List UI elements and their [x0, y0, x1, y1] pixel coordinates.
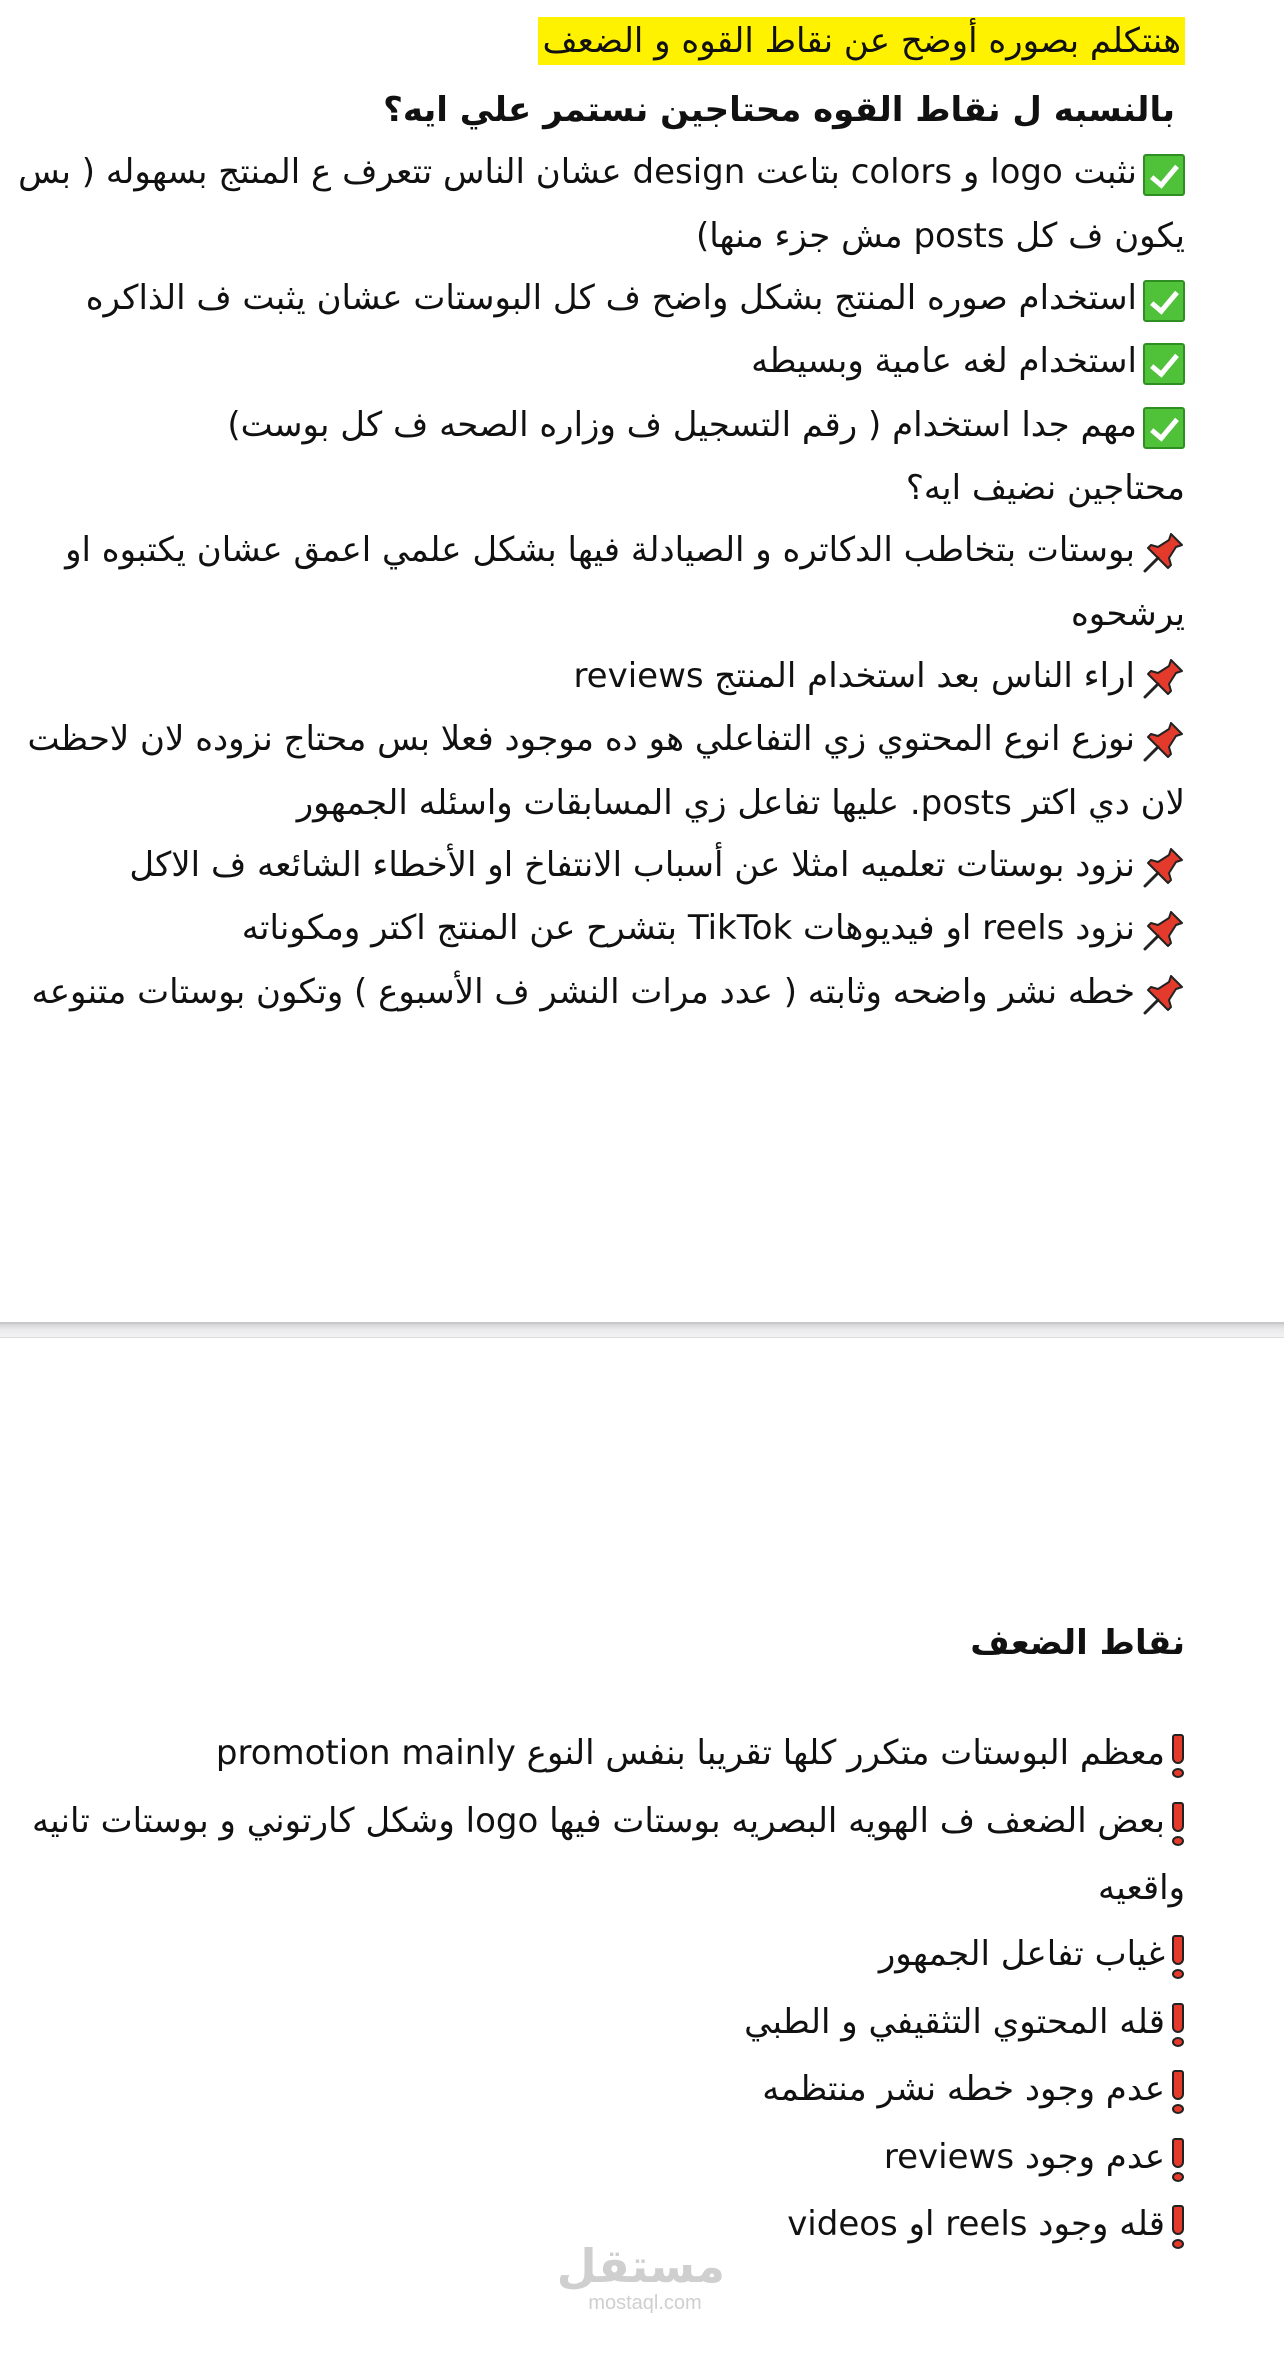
- weakness-item: غياب تفاعل الجمهور: [14, 1921, 1185, 1989]
- add-item: اراء الناس بعد استخدام المنتج reviews: [14, 645, 1185, 709]
- exclamation-mark-icon: [1171, 2070, 1185, 2114]
- check-mark-button-icon: [1143, 407, 1185, 449]
- keep-item: استخدام لغه عامية وبسيطه: [14, 330, 1185, 394]
- weakness-item: قله المحتوي التثقيفي و الطبي: [14, 1989, 1185, 2057]
- exclamation-mark-icon: [1171, 1734, 1185, 1778]
- keep-item: نثبت logo و colors بتاعت design عشان الناس تتعرف ع المنتج بسهوله ( بس يكون ف كل posts مش جزء منها): [18, 152, 1185, 256]
- weaknesses-section: [14, 1610, 1185, 2259]
- weakness-item: بعض الضعف ف الهويه البصريه بوستات فيها logo وشكل كارتوني و بوستات تانيه واقعيه: [32, 1800, 1185, 1908]
- pushpin-icon: [1141, 909, 1185, 953]
- exclamation-mark-icon: [1171, 2205, 1185, 2249]
- pushpin-icon: [1141, 657, 1185, 701]
- pushpin-icon: [1141, 846, 1185, 890]
- weakness-item: قله وجود reels او videos: [14, 2191, 1185, 2259]
- pushpin-icon: [1141, 720, 1185, 764]
- keep-item: استخدام صوره المنتج بشكل واضح ف كل البوستات عشان يثبت ف الذاكره: [14, 267, 1185, 331]
- keep-heading: بالنسبه ل نقاط القوه محتاجين نستمر علي ايه؟: [383, 90, 1175, 130]
- pushpin-icon: [1141, 973, 1185, 1017]
- add-item: خطه نشر واضحه وثابته ( عدد مرات النشر ف الأسبوع ) وتكون بوستات متنوعه: [14, 961, 1185, 1025]
- document-page-2: [0, 1338, 1284, 2355]
- watermark-latin: mostaql.com: [588, 2292, 702, 2314]
- page-separator: [0, 1322, 1284, 1338]
- page-title: هنتكلم بصوره أوضح عن نقاط القوه و الضعف: [538, 17, 1185, 65]
- add-heading: محتاجين نضيف ايه؟: [905, 468, 1185, 508]
- add-item: نزود reels او فيديوهات TikTok بتشرح عن المنتج اكتر ومكوناته: [14, 897, 1185, 961]
- pushpin-icon: [1141, 531, 1185, 575]
- mostaql-watermark: [556, 2239, 725, 2314]
- check-mark-button-icon: [1143, 154, 1185, 196]
- exclamation-mark-icon: [1171, 2003, 1185, 2047]
- weakness-item: عدم وجود خطه نشر منتظمه: [14, 2056, 1185, 2124]
- exclamation-mark-icon: [1171, 1935, 1185, 1979]
- check-mark-button-icon: [1143, 280, 1185, 322]
- strengths-section: [14, 10, 1185, 1024]
- exclamation-mark-icon: [1171, 1802, 1185, 1846]
- weakness-item: معظم البوستات متكرر كلها تقريبا بنفس النوع promotion mainly: [14, 1720, 1185, 1788]
- add-item: بوستات بتخاطب الدكاتره و الصيادلة فيها بشكل علمي اعمق عشان يكتبوه او يرشحوه: [65, 530, 1185, 634]
- watermark-arabic: مستقل: [556, 2239, 725, 2293]
- exclamation-mark-icon: [1171, 2138, 1185, 2182]
- add-item: نزود بوستات تعلميه امثلا عن أسباب الانتفاخ او الأخطاء الشائعه ف الاكل: [14, 834, 1185, 898]
- keep-item: مهم جدا استخدام ( رقم التسجيل ف وزاره الصحه ف كل بوست): [14, 394, 1185, 458]
- weakness-item: عدم وجود reviews: [14, 2124, 1185, 2192]
- add-item: نوزع انوع المحتوي زي التفاعلي هو ده موجود فعلا بس محتاج نزوده لان لاحظت لان دي اكتر posts. عليها تفاعل زي المسابقات واسئله الجمهور: [27, 719, 1185, 823]
- weaknesses-heading: نقاط الضعف: [970, 1623, 1185, 1663]
- check-mark-button-icon: [1143, 343, 1185, 385]
